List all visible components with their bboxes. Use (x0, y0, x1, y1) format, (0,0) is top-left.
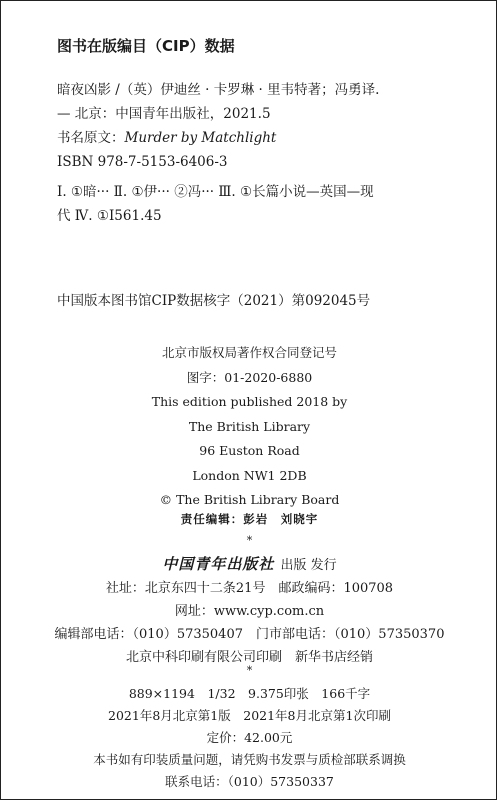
cip-approval-number: 中国版本图书馆CIP数据核字（2021）第092045号 (57, 293, 371, 309)
edition-statement: This edition published 2018 by (151, 394, 348, 409)
classification-line-2: 代 Ⅳ. ①I561.45 (57, 208, 162, 224)
original-publisher-city: London NW1 2DB (192, 467, 307, 483)
price: 定价：42.00元 (206, 730, 293, 745)
separator-star: * (246, 664, 253, 677)
quality-notice: 本书如有印装质量问题，请凭购书发票与质检部联系调换 (93, 752, 406, 767)
format-info: 889×1194 1/32 9.375印张 166千字 (128, 686, 371, 701)
contact-phone: 联系电话：（010）57350337 (165, 774, 334, 789)
cip-heading: 图书在版编目（CIP）数据 (57, 37, 235, 55)
publisher-brand-suffix: 出版 发行 (280, 558, 337, 573)
cip-isbn: ISBN 978-7-5153-6406-3 (57, 154, 228, 170)
rights-registry: 北京市版权局著作权合同登记号 (161, 345, 337, 360)
copyright-line: © The British Library Board (159, 492, 340, 507)
edition-info: 2021年8月北京第1版 2021年8月北京第1次印刷 (108, 708, 391, 723)
cip-classification (57, 180, 477, 228)
publisher-phones: 编辑部电话：（010）57350407 门市部电话：（010）57350370 (54, 627, 445, 642)
original-publisher-name: The British Library (188, 418, 311, 434)
classification-line-1: Ⅰ. ①暗··· Ⅱ. ①伊··· ②冯··· Ⅲ. ①长篇小说—英国—现 (57, 184, 374, 200)
original-title: Murder by Matchlight (124, 130, 277, 146)
cip-title-line: 暗夜凶影 /（英）伊迪丝 · 卡罗琳 · 里韦特著；冯勇译. (57, 82, 380, 98)
publisher-address: 社址：北京东四十二条21号 邮政编码：100708 (105, 581, 394, 596)
cip-block (57, 35, 477, 228)
cip-original-title-line (57, 126, 477, 150)
rights-block (1, 341, 497, 513)
publisher-website: 网址：www.cyp.com.cn (174, 604, 325, 619)
rights-number: 图字：01-2020-6880 (186, 369, 313, 385)
original-publisher-street: 96 Euston Road (199, 443, 300, 458)
responsible-editors: 责任编辑：彭岩 刘晓宇 (180, 512, 319, 526)
publisher-brand-line (1, 553, 497, 577)
printing-info: 北京中科印刷有限公司印刷 新华书店经销 (125, 650, 373, 665)
cip-publication-line: — 北京：中国青年出版社，2021.5 (57, 106, 271, 122)
specs-block (1, 683, 497, 793)
original-title-label: 书名原文： (57, 130, 125, 146)
publisher-logo-text: 中国青年出版社 (162, 555, 275, 573)
publisher-block (1, 553, 497, 669)
separator-star: * (246, 534, 253, 547)
